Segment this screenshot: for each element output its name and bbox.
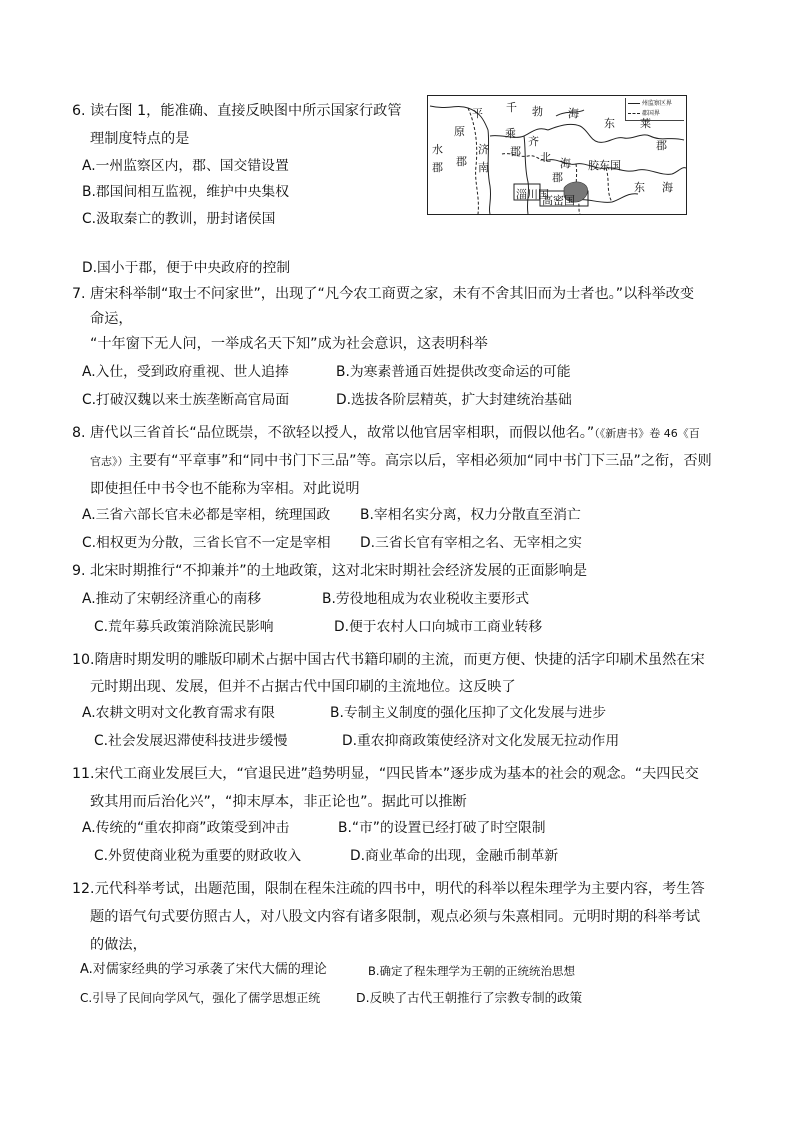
q11-option-a: A.传统的“重农抑商”政策受到冲击 xyxy=(82,820,290,836)
map-label: 郡 xyxy=(510,145,521,158)
q11-option-d: D.商业革命的出现，金融币制革新 xyxy=(350,848,559,864)
q8-source-1: （《新唐书》卷 46《百 xyxy=(594,427,700,440)
map-label: 原 xyxy=(454,125,465,138)
map-label: 海 xyxy=(568,107,579,120)
legend-line-solid xyxy=(628,103,640,104)
map-label: 郡 xyxy=(456,155,467,168)
map-label: 莱 xyxy=(640,117,651,130)
q9-option-c: C.荒年募兵政策消除流民影响 xyxy=(94,619,274,635)
q8-stem-line1 xyxy=(72,424,700,443)
map-label: 齐 xyxy=(528,135,539,148)
q8-source-2: 官志》） xyxy=(90,455,129,468)
map-label: 济 xyxy=(478,143,489,156)
q9-option-b: B.劳役地租成为农业税收主要形式 xyxy=(322,591,530,607)
q8-option-a: A.三省六部长官未必都是宰相，统理国政 xyxy=(82,507,331,523)
map-legend xyxy=(625,98,684,121)
q10-option-c: C.社会发展迟滞使科技进步缓慢 xyxy=(94,733,288,749)
q12-option-b: B.确定了程朱理学为王朝的正统统治思想 xyxy=(368,964,576,978)
q8-stem-main-1: 8. 唐代以三省首长“品位既崇，不欲轻以授人，故常以他官居宰相职，而假以他名。” xyxy=(72,425,595,441)
map-label: 东 xyxy=(634,181,645,194)
map-label: 北 xyxy=(540,151,551,164)
legend-item-2 xyxy=(628,110,660,117)
q7-option-b: B.为寒素普通百姓提供改变命运的可能 xyxy=(336,364,571,380)
map-label: 乘 xyxy=(505,127,516,140)
q12-stem-line1: 12.元代科举考试，出题范围，限制在程朱注疏的四书中，明代的科举以程朱理学为主要内容，考生答 xyxy=(72,881,705,897)
q10-option-a: A.农耕文明对文化教育需求有限 xyxy=(82,705,275,721)
q6-stem-line1: 6. 读右图 1，能准确、直接反映图中所示国家行政管 xyxy=(72,103,402,119)
q12-option-d: D.反映了古代王朝推行了宗教专制的政策 xyxy=(356,990,583,1005)
q6-option-c: C.汲取秦亡的教训，册封诸侯国 xyxy=(82,211,276,227)
q7-option-a: A.入仕，受到政府重视、世人追捧 xyxy=(82,364,289,380)
map-label: 南 xyxy=(478,161,489,174)
map-label: 海 xyxy=(662,181,673,194)
q12-option-c: C.引导了民间向学风气，强化了儒学思想正统 xyxy=(80,991,321,1005)
q7-option-d: D.选拔各阶层精英，扩大封建统治基础 xyxy=(336,392,572,408)
q10-stem-line2: 元时期出现、发展，但并不占据古代中国印刷的主流地位。这反映了 xyxy=(90,679,516,695)
q7-stem-line1: 7. 唐宋科举制“取士不问家世”，出现了“凡今农工商贾之家，未有不舍其旧而为士者也。”以科举改变 xyxy=(72,286,695,302)
q12-stem-line2: 题的语气句式要仿照古人，对八股文内容有诸多限制，观点必须与朱熹相同。元明时期的科举考试 xyxy=(90,909,701,925)
map-label: 勃 xyxy=(532,105,543,118)
q6-option-b: B.郡国间相互监视，维护中央集权 xyxy=(82,184,290,200)
q7-stem-line3: “十年窗下无人问，一举成名天下知”成为社会意识，这表明科举 xyxy=(90,336,488,352)
q7-option-c: C.打破汉魏以来士族垄断高官局面 xyxy=(82,392,290,408)
q11-stem-line1: 11.宋代工商业发展巨大，“官退民进”趋势明显，“四民皆本”逐步成为基本的社会的观念。“夫四民交 xyxy=(72,766,699,782)
q7-stem-line2: 命运， xyxy=(90,311,133,327)
legend-line-dashed xyxy=(628,113,640,114)
q6-stem-line2: 理制度特点的是 xyxy=(90,131,190,147)
map-label: 郡 xyxy=(432,161,443,174)
legend-label-1: 州监察区界 xyxy=(641,100,672,107)
map-label: 郡 xyxy=(552,171,563,184)
legend-item-1 xyxy=(628,100,672,107)
q10-option-d: D.重农抑商政策使经济对文化发展无拉动作用 xyxy=(342,733,620,749)
q8-stem-main-2: 主要有“平章事”和“同中书门下三品”等。高宗以后，宰相必须加“同中书门下三品”之衔，否则 xyxy=(128,453,712,469)
q10-option-b: B.专制主义制度的强化压抑了文化发展与进步 xyxy=(330,705,606,721)
q11-stem-line2: 致其用而后治化兴”，“抑末厚本，非正论也”。据此可以推断 xyxy=(90,794,467,810)
q8-stem-line3: 即使担任中书令也不能称为宰相。对此说明 xyxy=(90,481,360,497)
q11-option-c: C.外贸使商业税为重要的财政收入 xyxy=(94,848,302,864)
q10-stem-line1: 10.隋唐时期发明的雕版印刷术占据中国古代书籍印刷的主流，而更方便、快捷的活字印刷术虽然在宋 xyxy=(72,652,705,668)
q8-option-d: D.三省长官有宰相之名、无宰相之实 xyxy=(360,535,582,551)
map-label: 高密国 xyxy=(542,194,575,207)
map-label: 千 xyxy=(506,101,517,114)
q11-option-b: B.“市”的设置已经打破了时空限制 xyxy=(338,820,546,836)
map-label: 平 xyxy=(472,107,483,120)
q6-option-d: D.国小于郡，便于中央政府的控制 xyxy=(82,260,291,276)
q12-option-a: A.对儒家经典的学习承袭了宋代大儒的理论 xyxy=(80,962,327,977)
q8-stem-line2 xyxy=(90,452,712,471)
map-label: 郡 xyxy=(656,139,667,152)
map-label: 海 xyxy=(560,157,571,170)
q9-option-a: A.推动了宋朝经济重心的南移 xyxy=(82,591,262,607)
q9-option-d: D.便于农村人口向城市工商业转移 xyxy=(334,619,543,635)
q8-option-b: B.宰相名实分离，权力分散直至消亡 xyxy=(360,507,581,523)
q6-option-a: A.一州监察区内，郡、国交错设置 xyxy=(82,158,289,174)
map-label: 水 xyxy=(432,143,443,156)
q12-stem-line3: 的做法， xyxy=(90,937,147,953)
map-label: 淄川国 xyxy=(516,188,549,201)
q8-option-c: C.相权更为分散，三省长官不一定是宰相 xyxy=(82,535,331,551)
map-label: 胶东国 xyxy=(588,159,621,172)
legend-label-2: 郡国界 xyxy=(641,110,660,117)
q9-stem-line1: 9. 北宋时期推行“不抑兼并”的土地政策，这对北宋时期社会经济发展的正面影响是 xyxy=(72,563,588,579)
map-label: 东 xyxy=(604,117,615,130)
map-figure xyxy=(427,95,687,215)
